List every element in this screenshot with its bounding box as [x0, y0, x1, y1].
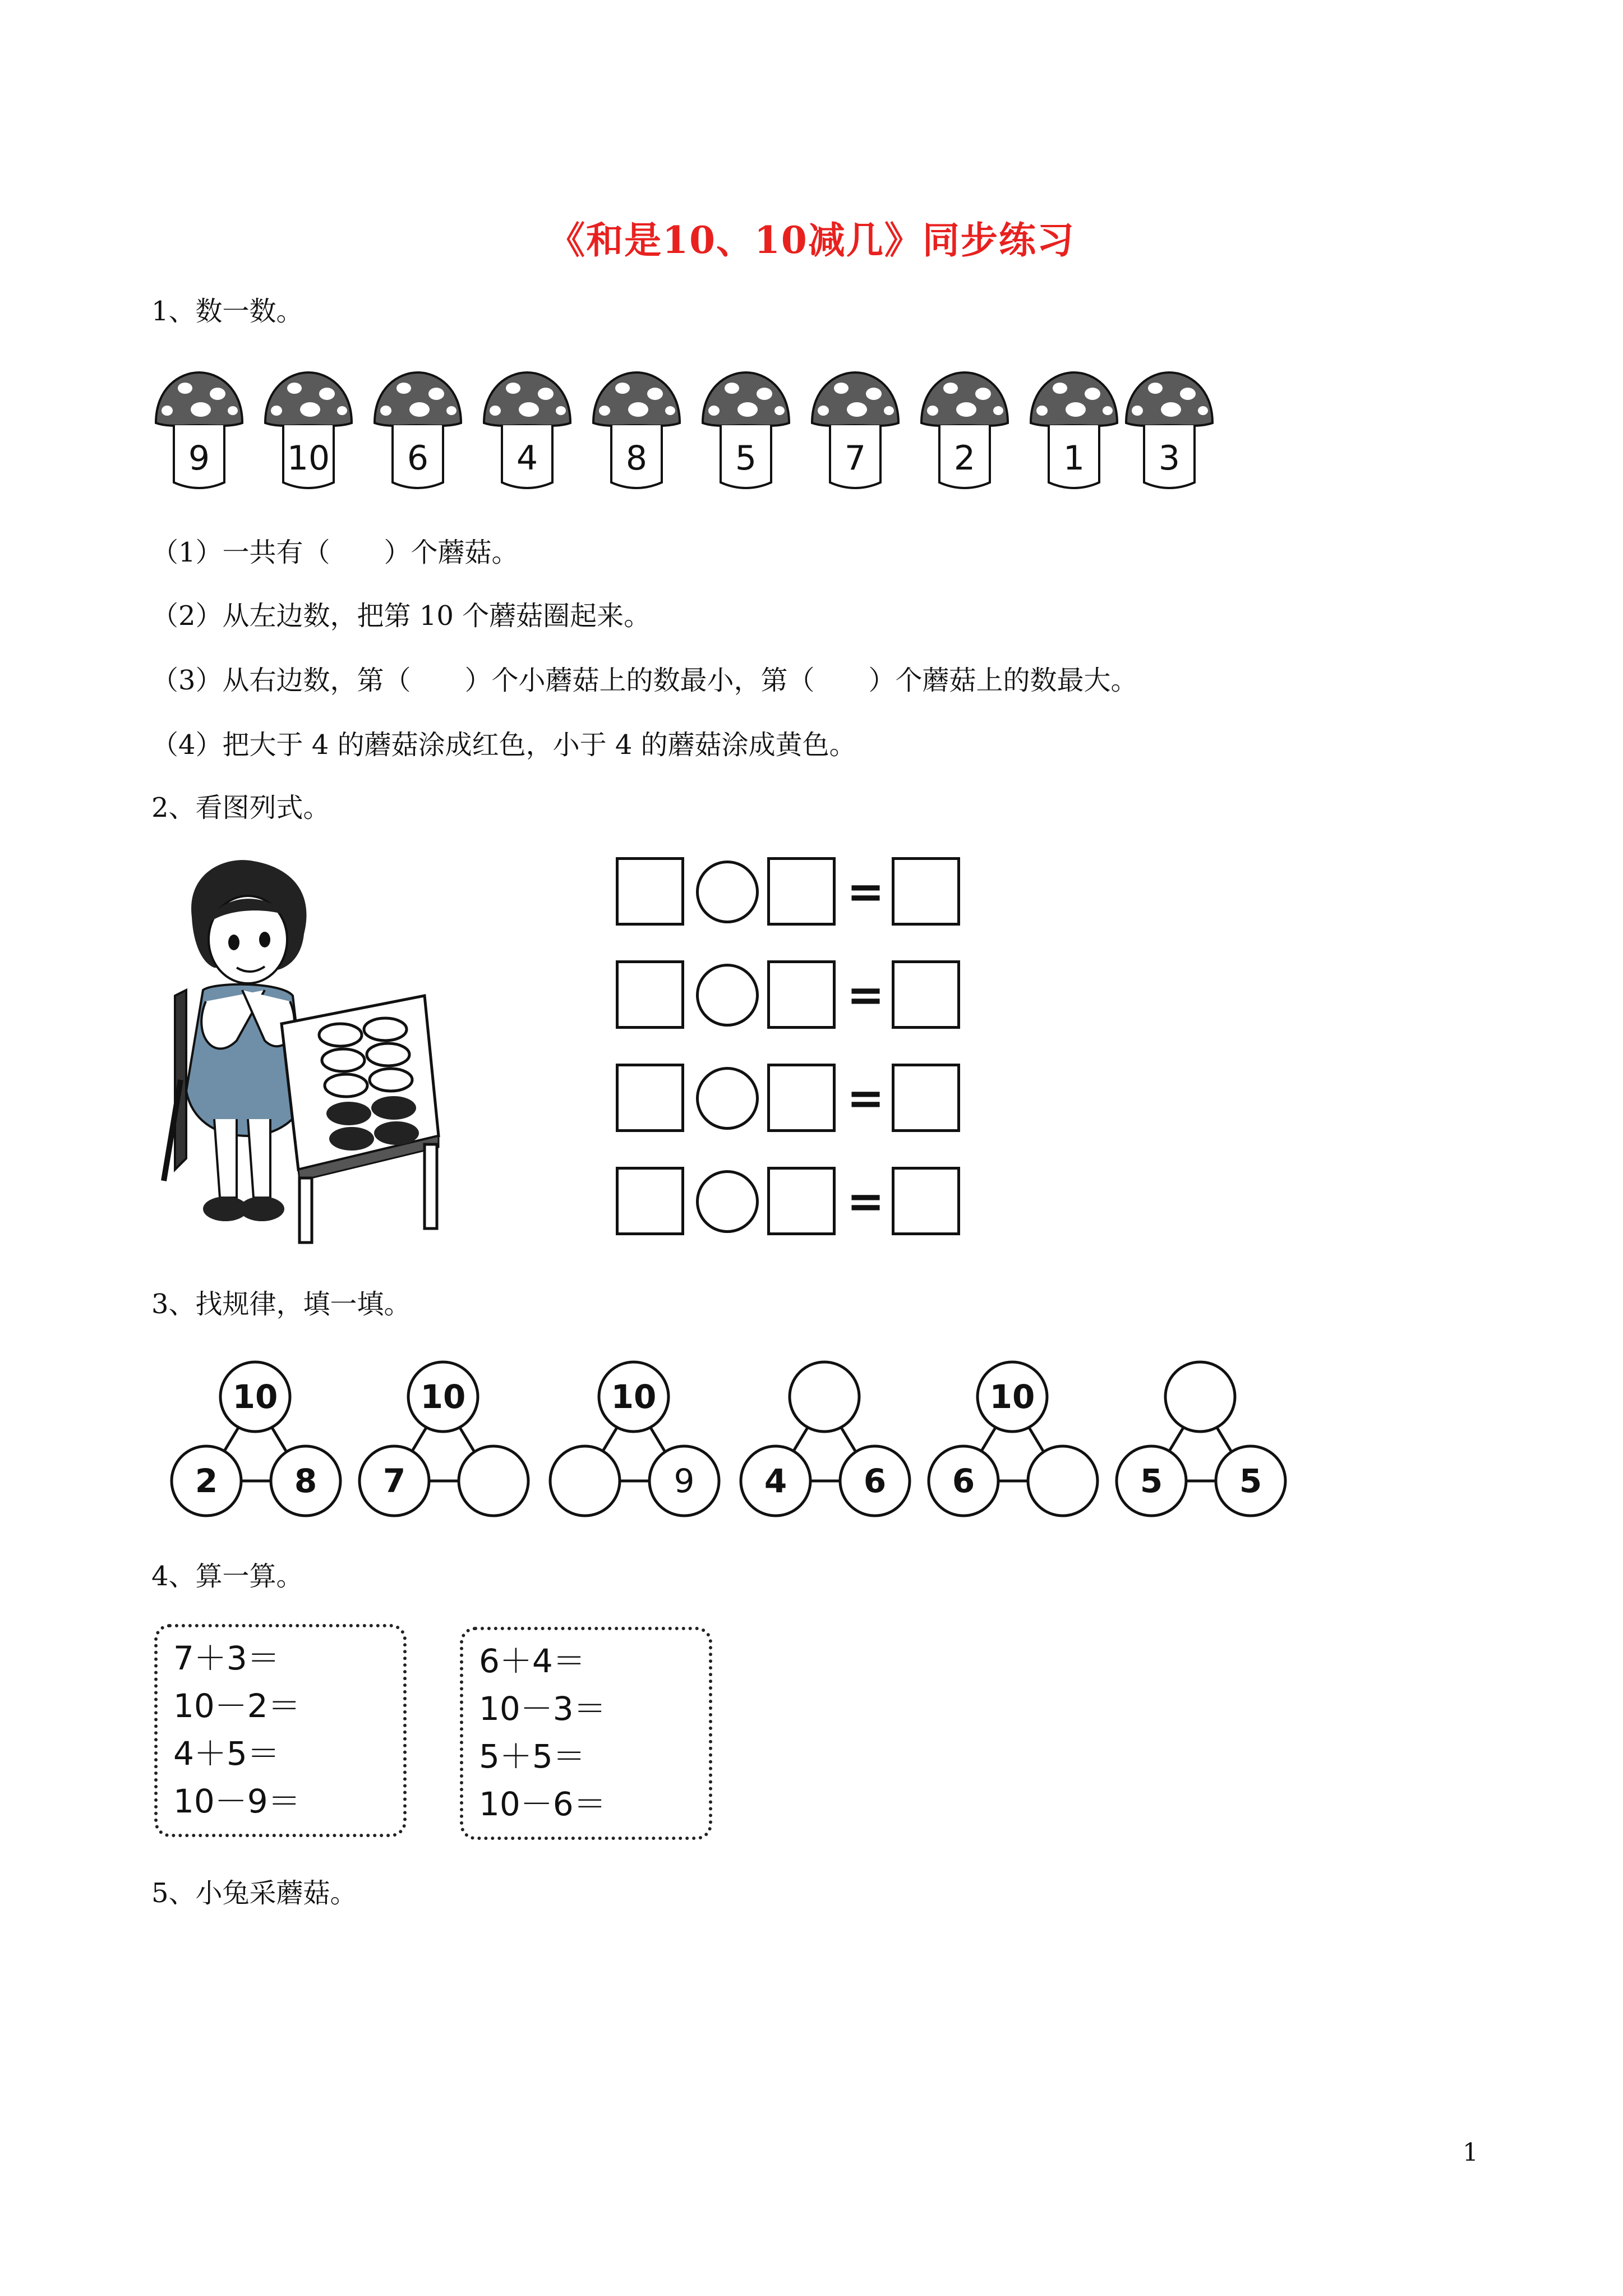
calc-problem[interactable]: 6＋4＝ — [479, 1642, 585, 1680]
page-number: 1 — [1463, 2138, 1478, 2167]
answer-box[interactable] — [767, 1167, 836, 1235]
answer-box[interactable] — [616, 1064, 684, 1132]
number-bond — [168, 1358, 348, 1526]
bond-right-number[interactable]: 6 — [863, 1462, 887, 1500]
answer-box[interactable] — [767, 960, 836, 1029]
number-bond — [737, 1358, 917, 1526]
mushroom-number: 3 — [1158, 439, 1181, 478]
mushroom[interactable] — [151, 371, 247, 495]
mushroom[interactable] — [1122, 371, 1217, 495]
page-title: 《和是10、10减几》同步练习 — [548, 218, 1075, 262]
mushroom-number: 4 — [516, 439, 538, 478]
mushroom-number: 2 — [953, 439, 976, 478]
answer-box[interactable] — [616, 857, 684, 926]
bond-top-number[interactable]: 10 — [232, 1378, 278, 1416]
answer-box[interactable] — [892, 1167, 960, 1235]
equal-sign: = — [847, 1072, 885, 1124]
mushroom[interactable] — [370, 371, 465, 495]
operator-circle[interactable] — [696, 964, 759, 1027]
calc-problem[interactable]: 10－6＝ — [479, 1785, 606, 1823]
equal-sign: = — [847, 969, 885, 1021]
equal-sign: = — [847, 1175, 885, 1227]
q5-heading: 5、小兔采蘑菇。 — [151, 1878, 357, 1909]
bond-right-number[interactable]: 5 — [1239, 1462, 1262, 1500]
answer-box[interactable] — [892, 1064, 960, 1132]
mushroom[interactable] — [698, 371, 794, 495]
q3-heading: 3、找规律，填一填。 — [151, 1289, 411, 1320]
q4-heading: 4、算一算。 — [151, 1561, 303, 1592]
q2-heading: 2、看图列式。 — [151, 792, 330, 823]
mushroom[interactable] — [1026, 371, 1122, 495]
bond-right-number[interactable]: 8 — [294, 1462, 317, 1500]
number-bond — [356, 1358, 536, 1526]
mushroom[interactable] — [479, 371, 575, 495]
bond-top-number[interactable]: 10 — [989, 1378, 1035, 1416]
answer-box[interactable] — [616, 1167, 684, 1235]
equation-row — [616, 960, 975, 1033]
equation-row — [616, 1167, 975, 1240]
calc-problem[interactable]: 4＋5＝ — [173, 1734, 280, 1773]
answer-box[interactable] — [767, 857, 836, 926]
mushroom[interactable] — [917, 371, 1012, 495]
q1-sub3: （3）从右边数，第（ ）个小蘑菇上的数最小，第（ ）个蘑菇上的数最大。 — [151, 665, 1138, 696]
bond-left-number[interactable]: 7 — [382, 1462, 406, 1500]
mushroom[interactable] — [261, 371, 356, 495]
equation-row — [616, 1064, 975, 1137]
q1-sub1: （1）一共有（ ）个蘑菇。 — [151, 537, 519, 568]
bond-top-number[interactable]: 10 — [611, 1378, 657, 1416]
bond-top-number[interactable]: 10 — [420, 1378, 466, 1416]
bond-left-number[interactable]: 2 — [195, 1462, 218, 1500]
answer-box[interactable] — [892, 960, 960, 1029]
calc-box-2 — [460, 1627, 712, 1840]
mushroom-number: 10 — [287, 439, 330, 478]
mushroom-number: 1 — [1063, 439, 1085, 478]
bond-left-number[interactable]: 4 — [764, 1462, 787, 1500]
number-bond — [1113, 1358, 1293, 1526]
bond-right-number[interactable]: 9 — [674, 1462, 695, 1500]
equation-row — [616, 857, 975, 930]
number-bond — [547, 1358, 726, 1526]
calc-problem[interactable]: 10－2＝ — [173, 1687, 301, 1725]
calc-box-1 — [154, 1624, 407, 1837]
calc-problem[interactable]: 10－9＝ — [173, 1782, 301, 1820]
mushroom-number: 9 — [188, 439, 210, 478]
mushroom-number: 7 — [844, 439, 866, 478]
mushroom-number: 5 — [735, 439, 757, 478]
mushroom[interactable] — [808, 371, 903, 495]
mushroom-number: 8 — [625, 439, 648, 478]
q1-sub2: （2）从左边数，把第 10 个蘑菇圈起来。 — [151, 600, 651, 632]
operator-circle[interactable] — [696, 861, 759, 923]
operator-circle[interactable] — [696, 1170, 759, 1233]
answer-box[interactable] — [616, 960, 684, 1029]
operator-circle[interactable] — [696, 1067, 759, 1130]
mushroom-number: 6 — [407, 439, 429, 478]
mushroom-row — [151, 371, 1217, 495]
answer-box[interactable] — [767, 1064, 836, 1132]
bond-left-number[interactable]: 6 — [952, 1462, 975, 1500]
q1-sub4: （4）把大于 4 的蘑菇涂成红色，小于 4 的蘑菇涂成黄色。 — [151, 729, 856, 761]
mushroom[interactable] — [589, 371, 684, 495]
calc-problem[interactable]: 7＋3＝ — [173, 1639, 280, 1677]
bond-left-number[interactable]: 5 — [1140, 1462, 1163, 1500]
q1-heading: 1、数一数。 — [151, 296, 303, 327]
calc-problem[interactable]: 10－3＝ — [479, 1690, 606, 1728]
answer-box[interactable] — [892, 857, 960, 926]
equal-sign: = — [847, 866, 885, 918]
calc-problem[interactable]: 5＋5＝ — [479, 1737, 585, 1775]
girl-at-table-illustration — [153, 855, 455, 1248]
number-bond — [925, 1358, 1105, 1526]
